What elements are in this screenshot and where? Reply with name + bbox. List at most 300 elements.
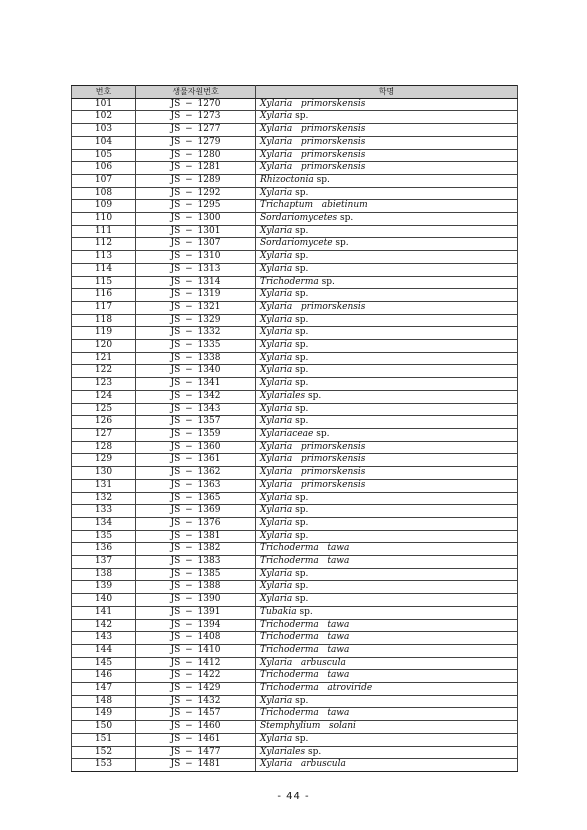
- species-genus: Sordariomycete: [260, 238, 333, 249]
- species-genus: Xylaria: [260, 581, 293, 592]
- row-number: 105: [72, 149, 136, 162]
- row-number: 126: [72, 416, 136, 429]
- row-species: [256, 568, 518, 581]
- row-species: [256, 632, 518, 645]
- row-number: 145: [72, 657, 136, 670]
- row-resource-no: JS − 1340: [136, 365, 256, 378]
- species-genus: Trichoderma: [260, 644, 319, 655]
- row-number: 124: [72, 390, 136, 403]
- table-row: [72, 428, 518, 441]
- species-genus: Xylaria: [260, 251, 293, 262]
- row-number: 123: [72, 378, 136, 391]
- species-genus: Trichaptum: [260, 200, 314, 211]
- row-resource-no: JS − 1388: [136, 581, 256, 594]
- row-number: 142: [72, 619, 136, 632]
- species-genus: Tubakia: [260, 606, 297, 617]
- species-genus: Xylaria: [260, 225, 293, 236]
- species-genus: Trichoderma: [260, 543, 319, 554]
- row-resource-no: JS − 1381: [136, 530, 256, 543]
- species-genus: Xylaria: [260, 263, 293, 274]
- species-genus: Xylaria: [260, 594, 293, 605]
- species-epithet: sp.: [295, 225, 309, 236]
- species-epithet: atroviride: [327, 683, 373, 694]
- table-row: [72, 174, 518, 187]
- row-resource-no: JS − 1422: [136, 670, 256, 683]
- species-genus: Xylariaceae: [260, 428, 314, 439]
- species-genus: Trichoderma: [260, 276, 319, 287]
- table-row: [72, 556, 518, 569]
- row-species: [256, 301, 518, 314]
- row-number: 134: [72, 517, 136, 530]
- species-epithet: sp.: [299, 606, 313, 617]
- row-number: 132: [72, 492, 136, 505]
- row-species: [256, 581, 518, 594]
- row-resource-no: JS − 1383: [136, 556, 256, 569]
- table-row: [72, 213, 518, 226]
- table-row: [72, 530, 518, 543]
- species-epithet: primorskensis: [300, 162, 366, 173]
- species-table: [71, 85, 518, 772]
- row-species: [256, 162, 518, 175]
- table-row: [72, 517, 518, 530]
- species-epithet: sp.: [295, 403, 309, 414]
- row-species: [256, 657, 518, 670]
- row-species: [256, 619, 518, 632]
- row-species: [256, 428, 518, 441]
- row-number: 143: [72, 632, 136, 645]
- row-species: [256, 187, 518, 200]
- row-species: [256, 606, 518, 619]
- row-number: 133: [72, 505, 136, 518]
- header-number: 번호: [72, 86, 136, 99]
- row-number: 136: [72, 543, 136, 556]
- row-number: 106: [72, 162, 136, 175]
- species-genus: Xylaria: [260, 441, 293, 452]
- species-epithet: sp.: [295, 314, 309, 325]
- row-species: [256, 530, 518, 543]
- table-row: [72, 644, 518, 657]
- species-genus: Xylaria: [260, 454, 293, 465]
- row-resource-no: JS − 1481: [136, 759, 256, 772]
- table-row: [72, 276, 518, 289]
- table-row: [72, 416, 518, 429]
- header-row: [72, 86, 518, 99]
- species-epithet: sp.: [295, 352, 309, 363]
- species-epithet: sp.: [295, 365, 309, 376]
- row-species: [256, 594, 518, 607]
- row-number: 153: [72, 759, 136, 772]
- row-resource-no: JS − 1338: [136, 352, 256, 365]
- species-epithet: sp.: [316, 428, 330, 439]
- row-number: 146: [72, 670, 136, 683]
- row-species: [256, 111, 518, 124]
- row-species: [256, 416, 518, 429]
- species-genus: Xylaria: [260, 695, 293, 706]
- page-number: - 44 -: [277, 791, 310, 802]
- table-row: [72, 594, 518, 607]
- row-resource-no: JS − 1461: [136, 733, 256, 746]
- row-number: 131: [72, 479, 136, 492]
- row-resource-no: JS − 1335: [136, 340, 256, 353]
- row-species: [256, 695, 518, 708]
- row-resource-no: JS − 1341: [136, 378, 256, 391]
- row-species: [256, 200, 518, 213]
- row-species: [256, 314, 518, 327]
- species-genus: Xylaria: [260, 365, 293, 376]
- table-row: [72, 467, 518, 480]
- row-number: 110: [72, 213, 136, 226]
- row-species: [256, 721, 518, 734]
- species-epithet: primorskensis: [300, 454, 366, 465]
- row-number: 122: [72, 365, 136, 378]
- species-epithet: abietinum: [321, 200, 368, 211]
- species-epithet: sp.: [295, 378, 309, 389]
- table-body: [72, 98, 518, 771]
- species-genus: Xylariales: [260, 390, 306, 401]
- species-epithet: sp.: [295, 568, 309, 579]
- row-resource-no: JS − 1301: [136, 225, 256, 238]
- species-epithet: arbuscula: [300, 759, 346, 770]
- row-resource-no: JS − 1319: [136, 289, 256, 302]
- table-row: [72, 568, 518, 581]
- row-number: 120: [72, 340, 136, 353]
- table-row: [72, 263, 518, 276]
- species-genus: Xylaria: [260, 517, 293, 528]
- row-resource-no: JS − 1359: [136, 428, 256, 441]
- table-row: [72, 708, 518, 721]
- row-resource-no: JS − 1385: [136, 568, 256, 581]
- species-epithet: sp.: [307, 746, 322, 757]
- table-row: [72, 314, 518, 327]
- row-number: 104: [72, 136, 136, 149]
- row-number: 107: [72, 174, 136, 187]
- row-number: 148: [72, 695, 136, 708]
- table-row: [72, 759, 518, 772]
- row-species: [256, 263, 518, 276]
- row-species: [256, 517, 518, 530]
- row-species: [256, 390, 518, 403]
- header-resource-no: 생물자원번호: [136, 86, 256, 99]
- row-number: 128: [72, 441, 136, 454]
- row-resource-no: JS − 1329: [136, 314, 256, 327]
- row-resource-no: JS − 1277: [136, 124, 256, 137]
- row-number: 150: [72, 721, 136, 734]
- row-number: 112: [72, 238, 136, 251]
- row-resource-no: JS − 1332: [136, 327, 256, 340]
- species-genus: Xylaria: [260, 759, 293, 770]
- table-row: [72, 721, 518, 734]
- species-genus: Xylaria: [260, 733, 293, 744]
- species-epithet: sp.: [295, 733, 309, 744]
- row-resource-no: JS − 1360: [136, 441, 256, 454]
- row-resource-no: JS − 1270: [136, 98, 256, 111]
- species-genus: Xylaria: [260, 505, 293, 516]
- table-row: [72, 124, 518, 137]
- species-genus: Xylaria: [260, 149, 293, 160]
- row-resource-no: JS − 1289: [136, 174, 256, 187]
- species-genus: Xylaria: [260, 111, 293, 122]
- row-species: [256, 746, 518, 759]
- row-resource-no: JS − 1412: [136, 657, 256, 670]
- species-genus: Xylaria: [260, 124, 293, 135]
- row-species: [256, 708, 518, 721]
- row-resource-no: JS − 1307: [136, 238, 256, 251]
- species-genus: Trichoderma: [260, 670, 319, 681]
- species-epithet: sp.: [295, 530, 309, 541]
- row-resource-no: JS − 1394: [136, 619, 256, 632]
- species-epithet: sp.: [295, 517, 309, 528]
- table-row: [72, 670, 518, 683]
- species-genus: Xylaria: [260, 327, 293, 338]
- row-species: [256, 352, 518, 365]
- species-epithet: sp.: [295, 594, 309, 605]
- species-epithet: sp.: [295, 695, 309, 706]
- row-number: 116: [72, 289, 136, 302]
- row-species: [256, 644, 518, 657]
- row-species: [256, 251, 518, 264]
- species-epithet: sp.: [295, 187, 309, 198]
- table-row: [72, 403, 518, 416]
- row-species: [256, 441, 518, 454]
- row-resource-no: JS − 1460: [136, 721, 256, 734]
- table-row: [72, 111, 518, 124]
- row-resource-no: JS − 1279: [136, 136, 256, 149]
- row-species: [256, 327, 518, 340]
- species-genus: Xylaria: [260, 530, 293, 541]
- species-epithet: sp.: [295, 251, 309, 262]
- row-resource-no: JS − 1363: [136, 479, 256, 492]
- row-species: [256, 136, 518, 149]
- table-row: [72, 492, 518, 505]
- table-row: [72, 289, 518, 302]
- table-row: [72, 251, 518, 264]
- species-genus: Xylaria: [260, 416, 293, 427]
- species-genus: Xylaria: [260, 301, 293, 312]
- table-row: [72, 606, 518, 619]
- row-number: 140: [72, 594, 136, 607]
- species-table-container: [71, 85, 517, 772]
- row-number: 102: [72, 111, 136, 124]
- row-species: [256, 556, 518, 569]
- species-genus: Xylaria: [260, 340, 293, 351]
- species-epithet: primorskensis: [300, 467, 366, 478]
- row-number: 103: [72, 124, 136, 137]
- row-resource-no: JS − 1477: [136, 746, 256, 759]
- row-resource-no: JS − 1410: [136, 644, 256, 657]
- row-number: 127: [72, 428, 136, 441]
- table-row: [72, 149, 518, 162]
- species-epithet: sp.: [295, 416, 309, 427]
- species-epithet: primorskensis: [300, 136, 366, 147]
- table-row: [72, 378, 518, 391]
- row-number: 130: [72, 467, 136, 480]
- species-genus: Xylaria: [260, 352, 293, 363]
- header-species: 학명: [256, 86, 518, 99]
- species-epithet: tawa: [327, 556, 350, 567]
- row-resource-no: JS − 1365: [136, 492, 256, 505]
- species-epithet: primorskensis: [300, 479, 366, 490]
- row-species: [256, 225, 518, 238]
- row-resource-no: JS − 1432: [136, 695, 256, 708]
- table-row: [72, 479, 518, 492]
- row-number: 135: [72, 530, 136, 543]
- row-resource-no: JS − 1280: [136, 149, 256, 162]
- species-genus: Xylaria: [260, 314, 293, 325]
- species-genus: Xylaria: [260, 378, 293, 389]
- table-row: [72, 657, 518, 670]
- row-species: [256, 454, 518, 467]
- row-resource-no: JS − 1310: [136, 251, 256, 264]
- row-species: [256, 467, 518, 480]
- species-genus: Xylariales: [260, 746, 306, 757]
- row-species: [256, 365, 518, 378]
- row-resource-no: JS − 1457: [136, 708, 256, 721]
- row-number: 149: [72, 708, 136, 721]
- table-row: [72, 619, 518, 632]
- row-resource-no: JS − 1321: [136, 301, 256, 314]
- species-epithet: sp.: [295, 505, 309, 516]
- row-number: 141: [72, 606, 136, 619]
- species-epithet: primorskensis: [300, 441, 366, 452]
- table-row: [72, 454, 518, 467]
- species-genus: Trichoderma: [260, 619, 319, 630]
- row-number: 111: [72, 225, 136, 238]
- species-epithet: sp.: [295, 263, 309, 274]
- table-row: [72, 136, 518, 149]
- row-species: [256, 378, 518, 391]
- species-genus: Xylaria: [260, 492, 293, 503]
- table-row: [72, 581, 518, 594]
- row-resource-no: JS − 1300: [136, 213, 256, 226]
- row-species: [256, 238, 518, 251]
- row-number: 125: [72, 403, 136, 416]
- row-species: [256, 174, 518, 187]
- row-resource-no: JS − 1376: [136, 517, 256, 530]
- species-genus: Trichoderma: [260, 708, 319, 719]
- row-resource-no: JS − 1281: [136, 162, 256, 175]
- species-epithet: sp.: [295, 327, 309, 338]
- row-number: 151: [72, 733, 136, 746]
- row-species: [256, 759, 518, 772]
- row-resource-no: JS − 1342: [136, 390, 256, 403]
- species-epithet: sp.: [316, 174, 330, 185]
- row-number: 139: [72, 581, 136, 594]
- species-epithet: sp.: [295, 111, 309, 122]
- table-row: [72, 733, 518, 746]
- row-resource-no: JS − 1273: [136, 111, 256, 124]
- row-resource-no: JS − 1408: [136, 632, 256, 645]
- species-epithet: sp.: [295, 492, 309, 503]
- table-row: [72, 441, 518, 454]
- row-number: 147: [72, 683, 136, 696]
- row-resource-no: JS − 1382: [136, 543, 256, 556]
- row-species: [256, 276, 518, 289]
- table-row: [72, 98, 518, 111]
- species-epithet: primorskensis: [300, 149, 366, 160]
- species-genus: Xylaria: [260, 479, 293, 490]
- row-resource-no: JS − 1390: [136, 594, 256, 607]
- species-genus: Rhizoctonia: [260, 174, 314, 185]
- row-number: 118: [72, 314, 136, 327]
- species-genus: Xylaria: [260, 98, 293, 109]
- row-number: 121: [72, 352, 136, 365]
- species-epithet: sp.: [295, 340, 309, 351]
- species-epithet: sp.: [295, 581, 309, 592]
- table-row: [72, 632, 518, 645]
- row-number: 109: [72, 200, 136, 213]
- species-epithet: sp.: [295, 289, 309, 300]
- row-number: 114: [72, 263, 136, 276]
- row-species: [256, 289, 518, 302]
- row-number: 101: [72, 98, 136, 111]
- table-row: [72, 365, 518, 378]
- row-number: 119: [72, 327, 136, 340]
- table-row: [72, 301, 518, 314]
- species-genus: Xylaria: [260, 657, 293, 668]
- species-genus: Xylaria: [260, 568, 293, 579]
- species-genus: Xylaria: [260, 136, 293, 147]
- row-species: [256, 403, 518, 416]
- row-species: [256, 149, 518, 162]
- species-genus: Trichoderma: [260, 632, 319, 643]
- species-genus: Trichoderma: [260, 683, 319, 694]
- species-genus: Xylaria: [260, 187, 293, 198]
- species-genus: Xylaria: [260, 289, 293, 300]
- table-row: [72, 238, 518, 251]
- row-resource-no: JS − 1362: [136, 467, 256, 480]
- species-genus: Trichoderma: [260, 556, 319, 567]
- species-epithet: sp.: [321, 276, 335, 287]
- row-number: 137: [72, 556, 136, 569]
- row-resource-no: JS − 1429: [136, 683, 256, 696]
- row-resource-no: JS − 1313: [136, 263, 256, 276]
- species-epithet: primorskensis: [300, 98, 366, 109]
- table-row: [72, 187, 518, 200]
- species-genus: Sordariomycetes: [260, 213, 338, 224]
- row-resource-no: JS − 1369: [136, 505, 256, 518]
- row-resource-no: JS − 1357: [136, 416, 256, 429]
- table-row: [72, 225, 518, 238]
- row-species: [256, 733, 518, 746]
- table-row: [72, 352, 518, 365]
- row-species: [256, 479, 518, 492]
- row-number: 115: [72, 276, 136, 289]
- row-species: [256, 543, 518, 556]
- species-epithet: solani: [328, 721, 356, 732]
- row-species: [256, 492, 518, 505]
- species-epithet: sp.: [307, 390, 322, 401]
- row-species: [256, 670, 518, 683]
- row-number: 117: [72, 301, 136, 314]
- row-species: [256, 505, 518, 518]
- row-species: [256, 124, 518, 137]
- row-number: 152: [72, 746, 136, 759]
- row-number: 113: [72, 251, 136, 264]
- row-species: [256, 98, 518, 111]
- table-row: [72, 327, 518, 340]
- row-number: 144: [72, 644, 136, 657]
- row-resource-no: JS − 1343: [136, 403, 256, 416]
- row-number: 138: [72, 568, 136, 581]
- species-genus: Xylaria: [260, 467, 293, 478]
- species-genus: Xylaria: [260, 162, 293, 173]
- table-header: [72, 86, 518, 99]
- species-epithet: tawa: [327, 632, 350, 643]
- table-row: [72, 200, 518, 213]
- row-resource-no: JS − 1295: [136, 200, 256, 213]
- table-row: [72, 543, 518, 556]
- species-epithet: primorskensis: [300, 124, 366, 135]
